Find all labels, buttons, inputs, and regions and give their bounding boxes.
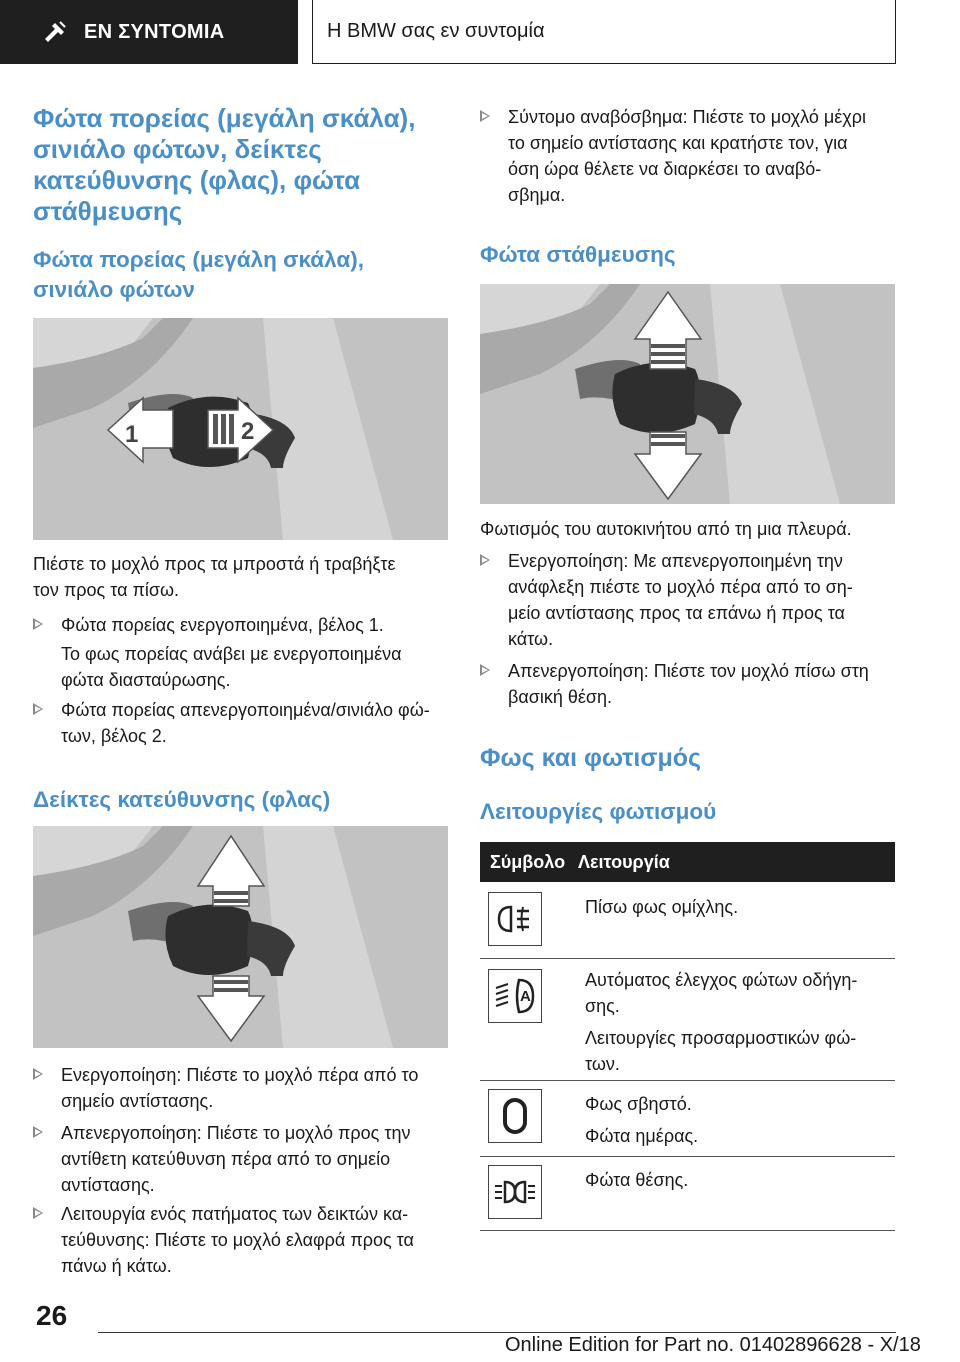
chapter-tab[interactable]	[312, 0, 896, 64]
row-text: Φώτα θέσης.	[585, 1170, 689, 1190]
bullet-triangle-icon	[33, 618, 43, 630]
rear-fog-light-icon	[488, 892, 542, 946]
table-header	[480, 842, 895, 882]
heading-lighting: Φως και φωτισμός	[480, 744, 702, 772]
parking-intro: Φωτισμός του αυτοκινήτου από τη μια πλευρά.	[480, 519, 852, 539]
bullet-triangle-icon	[480, 554, 490, 566]
subheading-high-beam: Φώτα πορείας (μεγάλη σκάλα), σινιάλο φώτων	[33, 247, 364, 302]
bullet-triangle-icon	[33, 703, 43, 715]
row-text: Πίσω φως ομίχλης.	[585, 897, 739, 917]
row-text: Φως σβηστό. Φώτα ημέρας.	[585, 1094, 699, 1146]
table-row	[480, 959, 895, 1081]
figure-parking-light-lever	[480, 284, 895, 504]
lights-off-icon	[488, 1089, 542, 1143]
bullet-note: Το φως πορείας ανάβει με ενεργοποιημένα φώτα διασταύρωσης.	[61, 644, 402, 690]
table-row	[480, 1157, 895, 1231]
table-row	[480, 882, 895, 959]
page-number: 26	[36, 1300, 68, 1331]
subheading-parking-lights: Φώτα στάθμευσης	[480, 242, 676, 267]
arrow-1-label: 1	[125, 421, 139, 448]
footer-divider	[98, 1332, 896, 1333]
edition-note: Online Edition for Part no. 01402896628 - X/18	[505, 1334, 921, 1356]
intro-paragraph: Πιέστε το μοχλό προς τα μπροστά ή τραβήξτε τον προς τα πίσω.	[33, 554, 396, 600]
arrow-2-label: 2	[241, 418, 255, 445]
parking-light-icon	[488, 1165, 542, 1219]
section-title: ΕΝ ΣΥΝΤΟΜΙΑ	[84, 20, 225, 43]
col-function: Λειτουργία	[578, 852, 670, 872]
svg-text:A: A	[520, 988, 531, 1005]
car-quick-icon	[40, 17, 70, 47]
subheading-lighting-functions: Λειτουργίες φωτισμού	[480, 799, 717, 824]
bullet-triangle-icon	[33, 1068, 43, 1080]
bullet-triangle-icon	[33, 1207, 43, 1219]
chapter-title: Η BMW σας εν συντομία	[327, 20, 545, 42]
bullet-triangle-icon	[480, 110, 490, 122]
bullet-triangle-icon	[480, 664, 490, 676]
figure-turn-signal-lever	[33, 826, 448, 1048]
table-row	[480, 1081, 895, 1157]
bullet-triangle-icon	[33, 1126, 43, 1138]
section-heading: Φώτα πορείας (μεγάλη σκάλα), σινιάλο φώτων, δείκτες κατεύθυνσης (φλας), φώτα στάθμευσης	[33, 103, 416, 226]
col-symbol: Σύμβολο	[490, 852, 566, 872]
section-tab[interactable]	[0, 0, 298, 64]
figure-high-beam-lever	[33, 318, 448, 540]
subheading-turn-signals: Δείκτες κατεύθυνσης (φλας)	[33, 787, 331, 812]
auto-light-icon	[488, 969, 542, 1023]
row-text: Αυτόματος έλεγχος φώτων οδήγη- σης. Λειτουργίες προσαρμοστικών φώ- των.	[585, 970, 858, 1074]
